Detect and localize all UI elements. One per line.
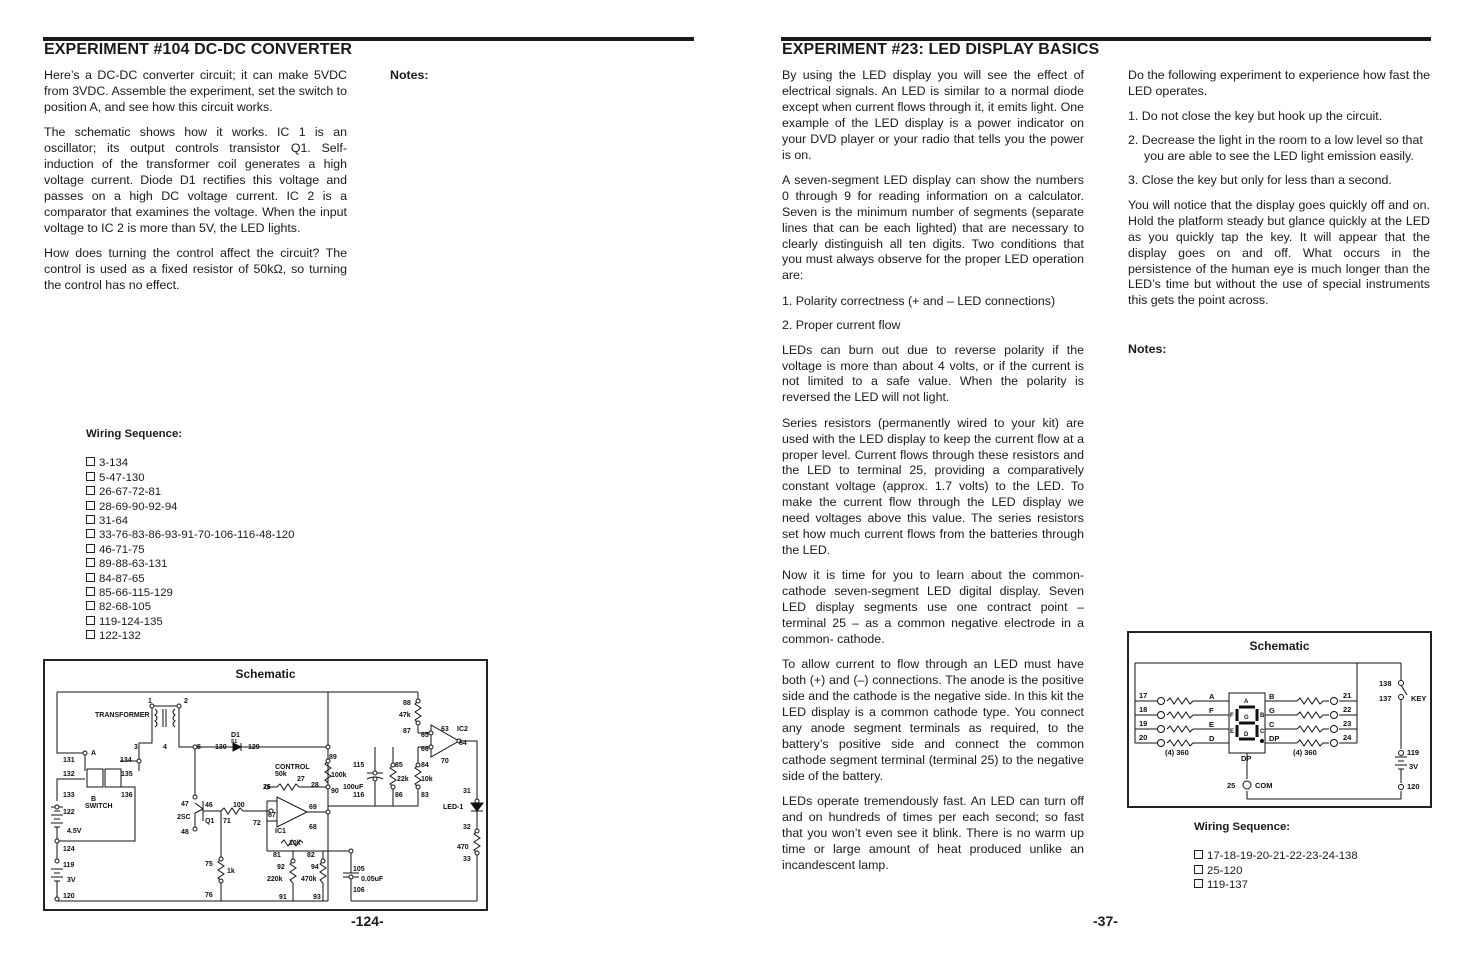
svg-text:100uF: 100uF bbox=[343, 784, 364, 791]
svg-text:3: 3 bbox=[134, 744, 138, 751]
right-paragraph: LEDs operate tremendously fast. An LED can turn off and on hundreds of times per each second; so fast that you won’t even see it blink. There is no warm up time or large amount of heat produced unlike an incandescent lamp. bbox=[782, 794, 1084, 872]
svg-text:C: C bbox=[1260, 729, 1265, 735]
checkbox-icon[interactable] bbox=[1194, 865, 1203, 874]
steps-list bbox=[1128, 109, 1430, 189]
left-schematic-frame bbox=[43, 659, 488, 911]
svg-text:22k: 22k bbox=[397, 776, 409, 783]
svg-text:67: 67 bbox=[268, 812, 276, 819]
svg-text:64: 64 bbox=[459, 740, 467, 747]
step-item: 1. Do not close the key but hook up the circuit. bbox=[1128, 109, 1383, 124]
right-page-title: EXPERIMENT #23: LED DISPLAY BASICS bbox=[782, 41, 1100, 58]
svg-text:94: 94 bbox=[311, 864, 319, 871]
wiring-item: 89-88-63-131 bbox=[86, 557, 294, 571]
svg-text:3V: 3V bbox=[67, 877, 76, 884]
wiring-item: 46-71-75 bbox=[86, 543, 294, 557]
svg-text:LED-1: LED-1 bbox=[443, 804, 464, 811]
left-wiring-label: Wiring Sequence: bbox=[86, 428, 183, 440]
svg-text:88: 88 bbox=[403, 700, 411, 707]
step-item: 2. Decrease the light in the room to a low level so that you are able to see the LED light emission easily. bbox=[1128, 133, 1423, 164]
svg-text:B: B bbox=[1260, 713, 1265, 719]
checkbox-icon[interactable] bbox=[86, 472, 95, 481]
wiring-item: 3-134 bbox=[86, 456, 294, 470]
svg-text:86: 86 bbox=[395, 792, 403, 799]
step-item: 3. Close the key but only for less than a second. bbox=[1128, 173, 1392, 188]
svg-text:91: 91 bbox=[279, 894, 287, 901]
svg-text:F: F bbox=[1209, 706, 1214, 715]
svg-text:131: 131 bbox=[63, 757, 75, 764]
right-column-1 bbox=[782, 68, 1084, 883]
svg-text:1: 1 bbox=[148, 698, 152, 705]
svg-text:S1: S1 bbox=[231, 739, 238, 745]
checkbox-icon[interactable] bbox=[86, 529, 95, 538]
svg-text:26: 26 bbox=[263, 784, 271, 791]
svg-text:130: 130 bbox=[215, 744, 227, 751]
svg-text:132: 132 bbox=[63, 771, 75, 778]
svg-text:68: 68 bbox=[309, 824, 317, 831]
svg-text:G: G bbox=[1269, 706, 1275, 715]
svg-text:E: E bbox=[1209, 720, 1215, 729]
svg-text:DP: DP bbox=[1241, 754, 1252, 763]
svg-text:10k: 10k bbox=[289, 840, 301, 847]
svg-text:83: 83 bbox=[421, 792, 429, 799]
wiring-item: 119-137 bbox=[1194, 878, 1358, 892]
dc-dc-converter-schematic bbox=[45, 661, 486, 909]
wiring-item: 85-66-115-129 bbox=[86, 586, 294, 600]
svg-text:19: 19 bbox=[1139, 719, 1148, 728]
right-paragraph: To allow current to flow through an LED must have both (+) and (–) connections. The anode is the positive side and the cathode is the negative side. In this kit the LED display is a common cathode type. You connect any anode segment terminals as required, to the battery’s positive side and connect the common cathode segment terminal (terminal 25) to the negative side of the battery. bbox=[782, 657, 1084, 783]
svg-text:137: 137 bbox=[1379, 694, 1392, 703]
svg-text:87: 87 bbox=[403, 728, 411, 735]
right-schematic-title: Schematic bbox=[1249, 639, 1310, 653]
svg-text:(4) 360: (4) 360 bbox=[1293, 748, 1317, 757]
checkbox-icon[interactable] bbox=[86, 573, 95, 582]
svg-text:17: 17 bbox=[1139, 691, 1148, 700]
svg-text:G: G bbox=[1244, 715, 1249, 721]
svg-text:31: 31 bbox=[463, 788, 471, 795]
wiring-item: 33-76-83-86-93-91-70-106-116-48-120 bbox=[86, 528, 294, 542]
svg-text:F: F bbox=[1230, 713, 1234, 719]
svg-text:66: 66 bbox=[421, 746, 429, 753]
svg-text:119: 119 bbox=[63, 862, 75, 869]
condition-item: 1. Polarity correctness (+ and – LED connections) bbox=[782, 293, 1056, 308]
svg-text:D1: D1 bbox=[231, 732, 240, 739]
led-display-schematic bbox=[1129, 633, 1430, 806]
svg-text:32: 32 bbox=[463, 824, 471, 831]
svg-text:46: 46 bbox=[205, 802, 213, 809]
col2-paragraph: You will notice that the display goes quickly off and on. Hold the platform steady but glance quickly at the LED as you quickly tap the key. It will appear that the display goes on and off. What occurs in the persistence of the human eye is much longer than the LED’s time but without the use of special instruments this gets the point across. bbox=[1128, 197, 1430, 308]
svg-text:Q1: Q1 bbox=[205, 818, 215, 825]
svg-text:85: 85 bbox=[395, 762, 403, 769]
wiring-item: 84-87-65 bbox=[86, 572, 294, 586]
svg-text:47: 47 bbox=[181, 801, 189, 808]
wiring-item: 5-47-130 bbox=[86, 471, 294, 485]
right-schematic-frame bbox=[1127, 631, 1432, 808]
right-wiring-sequence bbox=[1194, 820, 1358, 893]
checkbox-icon[interactable] bbox=[1194, 879, 1203, 888]
checkbox-icon[interactable] bbox=[86, 558, 95, 567]
right-paragraph: Series resistors (permanently wired to your kit) are used with the LED display to keep the current flow at a proper level. Current flows through these resistors and the LED to terminal 25, providing a comparatively constant voltage (approx. 1.7 volts) to the LED. To make the current flow through the LED display we need voltages above this value. The series resistors set how much current flows from the batteries through the LED. bbox=[782, 415, 1084, 557]
svg-text:70: 70 bbox=[441, 758, 449, 765]
checkbox-icon[interactable] bbox=[86, 587, 95, 596]
svg-text:22: 22 bbox=[1343, 705, 1352, 714]
svg-text:2: 2 bbox=[184, 698, 188, 705]
svg-text:116: 116 bbox=[353, 792, 365, 799]
left-page-number: -124- bbox=[351, 913, 384, 929]
svg-text:IC2: IC2 bbox=[457, 726, 468, 733]
svg-text:18: 18 bbox=[1139, 705, 1148, 714]
svg-text:100k: 100k bbox=[331, 772, 347, 779]
wiring-item: 122-132 bbox=[86, 629, 294, 643]
checkbox-icon[interactable] bbox=[86, 544, 95, 553]
svg-text:84: 84 bbox=[421, 762, 429, 769]
svg-text:A: A bbox=[91, 750, 97, 757]
svg-text:124: 124 bbox=[63, 846, 75, 853]
right-paragraph: Now it is time for you to learn about the common-cathode seven-segment LED digital display. Seven LED display segments use one contract point – terminal 25 – as a common negative electrode in a common- cathode. bbox=[782, 568, 1084, 646]
svg-text:72: 72 bbox=[253, 820, 261, 827]
right-paragraph: By using the LED display you will see the effect of electrical signals. An LED is similar to a normal diode except when current flows through it, it emits light. One example of the LED display is a power indicator on your DVD player or your radio that tells you the power is on. bbox=[782, 68, 1084, 162]
svg-text:20: 20 bbox=[1139, 733, 1148, 742]
svg-text:4.5V: 4.5V bbox=[67, 828, 82, 835]
right-notes-label: Notes: bbox=[1128, 342, 1167, 356]
svg-text:120: 120 bbox=[63, 893, 75, 900]
left-page-title: EXPERIMENT #104 DC-DC CONVERTER bbox=[44, 41, 353, 58]
checkbox-icon[interactable] bbox=[86, 515, 95, 524]
left-paragraph: Here’s a DC-DC converter circuit; it can make 5VDC from 3VDC. Assemble the experiment, set the switch to position A, and see how this circuit works. bbox=[44, 68, 348, 114]
condition-item: 2. Proper current flow bbox=[782, 317, 901, 332]
svg-text:27: 27 bbox=[297, 776, 305, 783]
svg-text:82: 82 bbox=[307, 852, 315, 859]
svg-text:C: C bbox=[1269, 720, 1275, 729]
svg-text:75: 75 bbox=[205, 861, 213, 868]
svg-text:470k: 470k bbox=[301, 876, 317, 883]
svg-text:76: 76 bbox=[205, 892, 213, 899]
svg-text:470: 470 bbox=[457, 844, 469, 851]
svg-text:134: 134 bbox=[120, 757, 132, 764]
left-wiring-sequence bbox=[86, 427, 294, 644]
svg-text:E: E bbox=[1230, 729, 1235, 735]
svg-text:SWITCH: SWITCH bbox=[85, 803, 113, 810]
svg-text:A: A bbox=[1209, 692, 1215, 701]
svg-text:0.05uF: 0.05uF bbox=[361, 876, 384, 883]
svg-text:B: B bbox=[91, 796, 97, 803]
svg-text:2SC: 2SC bbox=[177, 814, 191, 821]
svg-text:138: 138 bbox=[1379, 679, 1392, 688]
svg-text:23: 23 bbox=[1343, 719, 1352, 728]
svg-text:B: B bbox=[1269, 692, 1275, 701]
svg-text:DP: DP bbox=[1269, 734, 1280, 743]
svg-text:129: 129 bbox=[248, 744, 260, 751]
svg-text:50k: 50k bbox=[275, 771, 287, 778]
svg-text:21: 21 bbox=[1343, 691, 1352, 700]
svg-text:100: 100 bbox=[233, 802, 245, 809]
svg-text:CONTROL: CONTROL bbox=[275, 764, 310, 771]
checkbox-icon[interactable] bbox=[86, 457, 95, 466]
svg-text:120: 120 bbox=[1407, 782, 1420, 791]
svg-text:24: 24 bbox=[1343, 733, 1352, 742]
svg-text:135: 135 bbox=[121, 771, 133, 778]
right-paragraph: A seven-segment LED display can show the numbers 0 through 9 for reading information on a calculator. Seven is the minimum number of segments (separate lines that can be each lighted) that are necessary to clearly distinguish all ten digits. Two conditions that you must always observe for the proper LED operation are: bbox=[782, 172, 1084, 283]
wiring-item: 31-64 bbox=[86, 514, 294, 528]
svg-text:D: D bbox=[1209, 734, 1215, 743]
svg-text:48: 48 bbox=[181, 829, 189, 836]
left-body-text bbox=[44, 68, 347, 303]
right-page-number: -37- bbox=[1093, 913, 1118, 929]
svg-text:COM: COM bbox=[1255, 781, 1273, 790]
svg-text:136: 136 bbox=[121, 792, 133, 799]
svg-text:25: 25 bbox=[1227, 781, 1236, 790]
svg-text:65: 65 bbox=[421, 732, 429, 739]
svg-text:81: 81 bbox=[273, 852, 281, 859]
svg-text:(4) 360: (4) 360 bbox=[1165, 748, 1189, 757]
svg-text:220k: 220k bbox=[267, 876, 283, 883]
right-column-2 bbox=[1128, 68, 1430, 319]
wiring-item: 119-124-135 bbox=[86, 615, 294, 629]
right-wiring-label: Wiring Sequence: bbox=[1194, 821, 1291, 833]
svg-text:IC1: IC1 bbox=[275, 828, 286, 835]
wiring-item: 28-69-90-92-94 bbox=[86, 500, 294, 514]
left-paragraph: The schematic shows how it works. IC 1 is an oscillator; its output controls transistor Q1. Self-induction of the transformer coil generates a high voltage current. Diode D1 rectifies this voltage and passes on a high DC voltage current. IC 2 is a comparator that examines the voltage. When the input voltage to IC 2 is more than 5V, the LED lights. bbox=[44, 125, 347, 235]
wiring-item: 17-18-19-20-21-22-23-24-138 bbox=[1194, 849, 1358, 863]
svg-text:105: 105 bbox=[353, 866, 365, 873]
checkbox-icon[interactable] bbox=[86, 630, 95, 639]
svg-text:33: 33 bbox=[463, 856, 471, 863]
svg-text:119: 119 bbox=[1407, 748, 1420, 757]
svg-text:TRANSFORMER: TRANSFORMER bbox=[95, 712, 150, 719]
svg-text:69: 69 bbox=[309, 804, 317, 811]
svg-text:133: 133 bbox=[63, 792, 75, 799]
checkbox-icon[interactable] bbox=[86, 486, 95, 495]
conditions-list bbox=[782, 294, 1084, 334]
wiring-item: 82-68-105 bbox=[86, 600, 294, 614]
svg-text:122: 122 bbox=[63, 809, 75, 816]
svg-text:4: 4 bbox=[163, 744, 167, 751]
checkbox-icon[interactable] bbox=[86, 501, 95, 510]
svg-text:106: 106 bbox=[353, 887, 365, 894]
svg-text:47k: 47k bbox=[399, 712, 411, 719]
left-paragraph: How does turning the control affect the circuit? The control is used as a fixed resistor of 50kΩ, so turning the control has no effect. bbox=[44, 246, 347, 292]
svg-text:90: 90 bbox=[331, 788, 339, 795]
wiring-item: 26-67-72-81 bbox=[86, 485, 294, 499]
svg-text:A: A bbox=[1244, 699, 1249, 705]
left-notes-label: Notes: bbox=[390, 68, 429, 82]
svg-text:28: 28 bbox=[311, 782, 319, 789]
right-paragraph: LEDs can burn out due to reverse polarity if the voltage is more than about 4 volts, or if the current is not limited to a safe value. When the polarity is reversed the LED will not light. bbox=[782, 342, 1084, 405]
svg-text:89: 89 bbox=[329, 754, 337, 761]
checkbox-icon[interactable] bbox=[1194, 850, 1203, 859]
svg-text:63: 63 bbox=[441, 726, 449, 733]
col2-intro: Do the following experiment to experience how fast the LED operates. bbox=[1128, 68, 1430, 98]
svg-text:D: D bbox=[1244, 732, 1249, 738]
svg-text:1k: 1k bbox=[227, 868, 235, 875]
checkbox-icon[interactable] bbox=[86, 616, 95, 625]
left-schematic-title: Schematic bbox=[235, 667, 296, 681]
svg-text:3V: 3V bbox=[1409, 762, 1419, 771]
svg-text:71: 71 bbox=[223, 818, 231, 825]
checkbox-icon[interactable] bbox=[86, 601, 95, 610]
wiring-item: 25-120 bbox=[1194, 864, 1358, 878]
svg-text:115: 115 bbox=[353, 762, 365, 769]
svg-text:93: 93 bbox=[313, 894, 321, 901]
svg-text:92: 92 bbox=[277, 864, 285, 871]
svg-text:10k: 10k bbox=[421, 776, 433, 783]
svg-text:KEY: KEY bbox=[1411, 694, 1427, 703]
svg-text:5: 5 bbox=[197, 744, 201, 751]
